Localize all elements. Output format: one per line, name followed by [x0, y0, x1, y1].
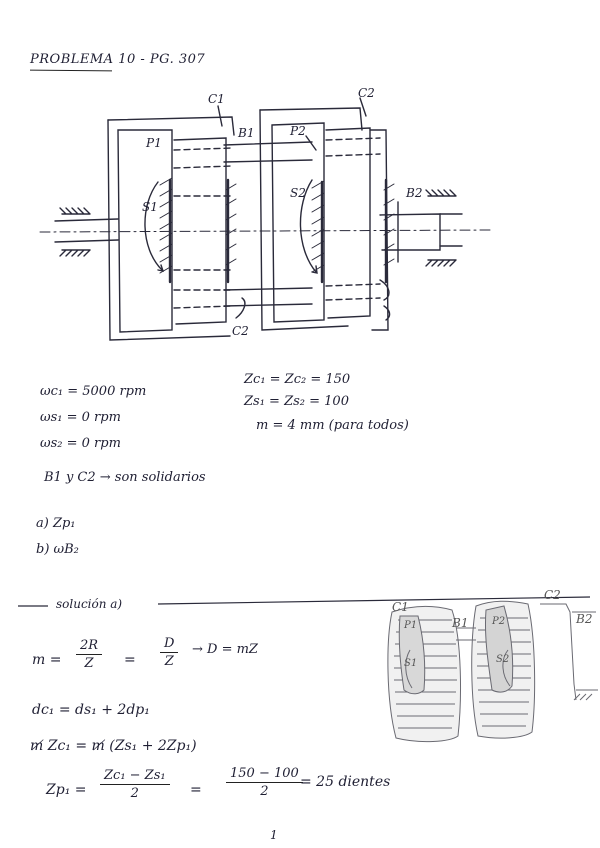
label-c2-top: C2 [358, 86, 375, 100]
given-wc1: ωc₁ = 5000 rpm [40, 384, 147, 399]
eq-zp-frac1-den: 2 [130, 786, 139, 801]
solution-header: solución a) [56, 597, 123, 611]
label-b2: B2 [406, 186, 423, 200]
sketch-label-s2: S2 [496, 654, 510, 665]
eq-zp-equals: = [190, 782, 202, 798]
label-p2: P2 [290, 124, 306, 138]
eq-m-frac1-num: 2R [76, 638, 102, 655]
eq-m-left: m = [32, 652, 62, 668]
eq-m-frac2-num: D [160, 636, 178, 653]
eq-teeth: m̸ Zc₁ = m̸ (Zs₁ + 2Zp₁) [30, 738, 197, 754]
relation-solidarios: B1 y C2 → son solidarios [44, 470, 206, 485]
eq-m-frac1-den: Z [84, 656, 94, 671]
sketch-label-c2: C2 [544, 588, 561, 602]
given-ws2: ωs₂ = 0 rpm [40, 436, 121, 451]
page-title: PROBLEMA 10 - PG. 307 [30, 52, 206, 67]
label-b1: B1 [238, 126, 255, 140]
label-c1-top: C1 [208, 92, 225, 106]
question-b: b) ωB₂ [36, 542, 79, 557]
eq-m-equals: = [124, 652, 136, 668]
eq-zp-frac2-num: 150 − 100 [226, 766, 303, 783]
given-zc: Zc₁ = Zc₂ = 150 [244, 372, 351, 387]
given-m: m = 4 mm (para todos) [256, 418, 409, 433]
label-c2-bottom: C2 [232, 324, 249, 338]
sketch-label-s1: S1 [404, 658, 418, 669]
eq-zp-frac1-num: Zc₁ − Zs₁ [100, 768, 170, 785]
given-zs: Zs₁ = Zs₂ = 100 [244, 394, 349, 409]
sketch-label-p2: P2 [492, 616, 506, 627]
sketch-label-b2: B2 [576, 612, 593, 626]
eq-zp-left: Zp₁ = [46, 782, 87, 798]
sketch-label-c1: C1 [392, 600, 409, 614]
sketch-label-b1: B1 [452, 616, 469, 630]
label-s2: S2 [290, 186, 306, 200]
eq-diameters: dc₁ = ds₁ + 2dp₁ [32, 702, 150, 718]
sketch-label-p1: P1 [404, 620, 418, 631]
given-ws1: ωs₁ = 0 rpm [40, 410, 121, 425]
eq-m-frac2-den: Z [164, 654, 174, 669]
eq-m-result: → D = mZ [192, 642, 258, 657]
eq-zp-frac2-den: 2 [260, 784, 269, 799]
label-s1: S1 [142, 200, 158, 214]
page-number: 1 [270, 828, 278, 842]
question-a: a) Zp₁ [36, 516, 76, 531]
eq-zp-result: = 25 dientes [300, 774, 391, 790]
label-p1: P1 [146, 136, 162, 150]
